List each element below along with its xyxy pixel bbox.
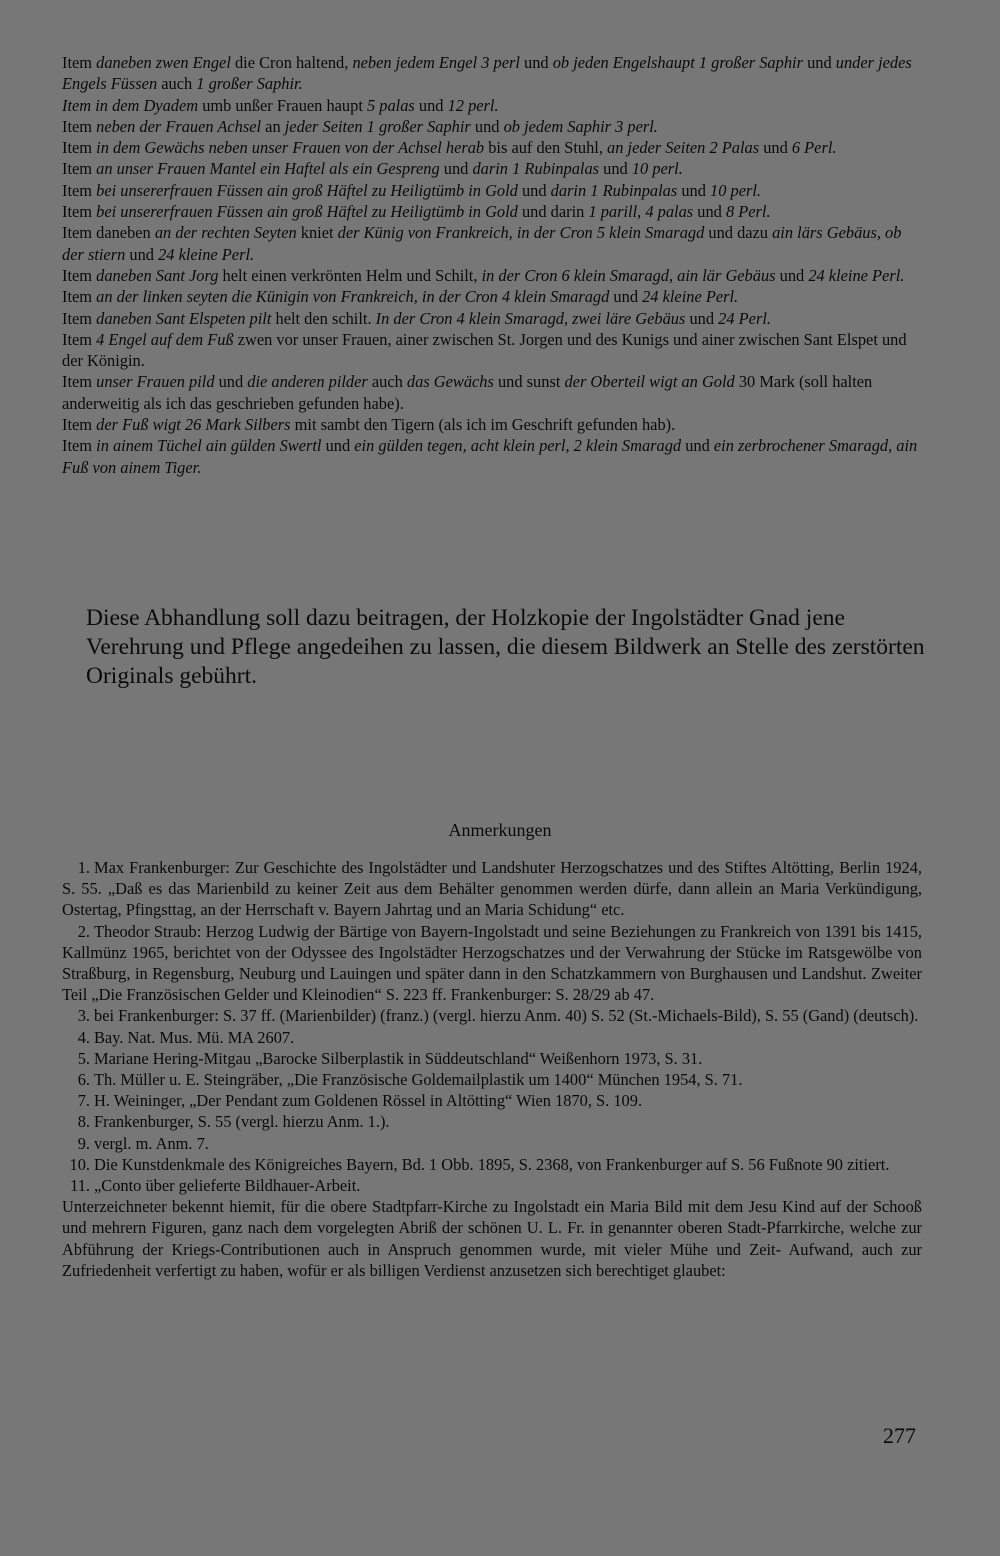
- closing-text: Diese Abhandlung soll dazu beitragen, der Holzkopie der Ingolstädter Gnad jene Verehrung und Pflege angedeihen zu lassen, die diesem Bildwerk an Stelle des zerstörten Originals gebührt.: [86, 605, 925, 689]
- text-run: bis auf den Stuhl,: [484, 138, 608, 158]
- note-number: 7.: [77, 1091, 90, 1111]
- text-run: und: [599, 159, 632, 179]
- note-number: 5.: [77, 1048, 90, 1068]
- italic-run: darin 1 Rubinpalas: [550, 180, 678, 200]
- text-run: und: [517, 180, 551, 200]
- note-text: bei Frankenburger: S. 37 ff. (Marienbilder) (franz.) (vergl. hierzu Anm. 40) S. 52 (St.-Michaels-Bild), S. 55 (Gand) (deutsch).: [94, 1006, 919, 1026]
- note-number: 4.: [77, 1027, 90, 1047]
- inventory-item: [62, 137, 922, 158]
- italic-run: ob jeden Engelshaupt 1 großer Saphir: [552, 53, 803, 72]
- italic-run: 24 kleine Perl.: [158, 244, 255, 264]
- text-run: Item: [62, 287, 97, 307]
- italic-run: in der Cron 6 klein Smaragd, ain lär Gebäus: [481, 265, 776, 285]
- text-run: helt einen verkrönten Helm und Schilt,: [218, 265, 482, 285]
- note-number: 11.: [70, 1176, 90, 1196]
- italic-run: an der rechten Seyten: [154, 223, 297, 243]
- note-item: [62, 921, 922, 1006]
- note-text: Theodor Straub: Herzog Ludwig der Bärtige von Bayern-Ingolstadt und seine Beziehungen zu Frankreich von 1391 bis 1415, Kallmünz 1965, berichtet von der Odyssee des Ingolstädter Herzogschatzes und der Verwahrung der Stücke im Ratsgewölbe von Straßburg, in Regensburg, Neuburg und Lauingen und später dann in den Schatzkammern von Burghausen und Landshut. Zweiter Teil „Die Französischen Gelder und Kleinodien“ S. 223 ff. Frankenburger: S. 28/29 ab 47.: [62, 921, 922, 1005]
- italic-run: ein gülden tegen, acht klein perl, 2 klein Smaragd: [354, 436, 682, 456]
- inventory-item: [62, 158, 922, 179]
- closing-paragraph: [86, 604, 926, 691]
- note-item: [62, 857, 922, 921]
- italic-run: 4 Engel auf dem Fuß: [96, 329, 234, 349]
- italic-run: daneben Sant Jorg: [96, 265, 219, 285]
- note-number: 8.: [77, 1112, 90, 1132]
- notes-heading: Anmerkungen: [448, 820, 552, 840]
- inventory-item: [62, 222, 922, 265]
- italic-run: 10 perl.: [631, 159, 683, 179]
- text-run: Item: [62, 372, 97, 392]
- note-text: vergl. m. Anm. 7.: [94, 1133, 209, 1153]
- inventory-item: [62, 180, 922, 201]
- text-run: Item: [62, 159, 97, 179]
- italic-run: die anderen pilder: [247, 372, 368, 392]
- text-run: und: [775, 265, 809, 285]
- italic-run: ob jedem Saphir 3 perl.: [503, 116, 658, 136]
- text-run: zwen vor unser Frauen, ainer zwischen St. Jorgen und des Kunigs und ainer zwischen Sant Elspet und der Königin.: [62, 329, 907, 371]
- note-item: [62, 1048, 922, 1069]
- italic-run: unser Frauen pild: [96, 372, 215, 392]
- italic-run: 24 kleine Perl.: [808, 265, 905, 285]
- note-number: 10.: [69, 1154, 90, 1174]
- inventory-item: [62, 265, 922, 286]
- text-run: an: [261, 116, 285, 136]
- note-text: Th. Müller u. E. Steingräber, „Die Französische Goldemailplastik um 1400“ München 1954, S. 71.: [94, 1070, 743, 1090]
- text-run: Item: [62, 415, 97, 435]
- italic-run: an unser Frauen Mantel ein Haftel als ein Gespreng: [96, 159, 440, 179]
- note-text: Frankenburger, S. 55 (vergl. hierzu Anm. 1.).: [94, 1112, 390, 1132]
- note-text: H. Weininger, „Der Pendant zum Goldenen Rössel in Altötting“ Wien 1870, S. 109.: [94, 1091, 643, 1111]
- italic-run: jeder Seiten 1 großer Saphir: [284, 116, 471, 136]
- italic-run: an jeder Seiten 2 Palas: [607, 138, 760, 158]
- note-number: 1.: [77, 858, 90, 877]
- note-item: [62, 1175, 922, 1196]
- text-run: Item: [62, 265, 97, 285]
- text-run: und: [681, 436, 714, 456]
- text-run: auch: [367, 372, 407, 392]
- italic-run: daneben Sant Elspeten pilt: [96, 308, 272, 328]
- inventory-item: [62, 371, 922, 414]
- italic-run: 10 perl.: [710, 180, 762, 200]
- notes-list: [62, 857, 922, 1281]
- note-text: Max Frankenburger: Zur Geschichte des Ingolstädter und Landshuter Herzogschatzes und des Stiftes Altötting, Berlin 1924, S. 55. „Daß es das Marienbild zu keiner Zeit aus dem Behälter genommen werden dürfe, dann allein an Maria Verkündigung, Ostertag, Pfingsttag, an der Herrschaft v. Bayern Jahrtag und an Maria Schidung“ etc.: [62, 858, 922, 920]
- inventory-item: [62, 286, 922, 307]
- text-run: und: [470, 116, 504, 136]
- inventory-item: [62, 95, 922, 116]
- text-run: Item: [62, 329, 97, 349]
- inventory-item: [62, 201, 922, 222]
- italic-run: bei unsererfrauen Füssen ain groß Häftel zu Heiligtümb in Gold: [96, 180, 518, 200]
- italic-run: In der Cron 4 klein Smaragd, zwei läre Gebäus: [375, 308, 686, 328]
- inventory-item: [62, 308, 922, 329]
- text-run: und: [125, 244, 159, 264]
- note-text: Mariane Hering-Mitgau „Barocke Silberplastik in Süddeutschland“ Weißenhorn 1973, S. 31.: [94, 1048, 703, 1068]
- text-run: und: [414, 95, 448, 115]
- text-run: Item daneben: [62, 223, 155, 243]
- note-number: 9.: [77, 1133, 90, 1153]
- text-run: und: [609, 287, 643, 307]
- inventory-item: [62, 116, 922, 137]
- inventory-items: [62, 52, 922, 478]
- text-run: und dazu: [704, 223, 773, 243]
- italic-run: ain lärs Gebäus, ob der stiern: [62, 223, 902, 264]
- italic-run: das Gewächs: [406, 372, 494, 392]
- text-run: Item: [62, 202, 97, 222]
- italic-run: in ainem Tüchel ain gülden Swertl: [96, 436, 322, 456]
- text-run: und: [214, 372, 248, 392]
- italic-run: 6 Perl.: [791, 138, 837, 158]
- italic-run: daneben zwen Engel: [96, 53, 231, 72]
- italic-run: 8 Perl.: [725, 202, 771, 222]
- text-run: Item: [62, 436, 97, 456]
- note-text: Die Kunstdenkmale des Königreiches Bayern, Bd. 1 Obb. 1895, S. 2368, von Frankenburger auf S. 56 Fußnote 90 zitiert.: [94, 1154, 890, 1174]
- note-number: 6.: [77, 1070, 90, 1090]
- italic-run: 1 großer Saphir.: [196, 74, 303, 94]
- text-run: Item: [62, 138, 97, 158]
- italic-run: der Oberteil wigt an Gold: [564, 372, 735, 392]
- text-run: und: [685, 308, 719, 328]
- text-run: auch: [157, 74, 197, 94]
- text-run: Item: [62, 308, 97, 328]
- inventory-item: [62, 52, 922, 95]
- text-run: helt den schilt.: [271, 308, 376, 328]
- text-run: und: [802, 53, 836, 72]
- page-number: 277: [883, 1423, 916, 1448]
- italic-run: der Fuß wigt 26 Mark Silbers: [96, 415, 291, 435]
- italic-run: 1 parill, 4 palas: [588, 202, 694, 222]
- italic-run: neben jedem Engel 3 perl: [352, 53, 520, 72]
- text-run: und darin: [517, 202, 589, 222]
- italic-run: 24 Perl.: [718, 308, 771, 328]
- italic-run: an der linken seyten die Künigin von Frankreich, in der Cron 4 klein Smaragd: [96, 287, 610, 307]
- italic-run: 12 perl.: [447, 95, 499, 115]
- italic-run: darin 1 Rubinpalas: [472, 159, 600, 179]
- note-number: 3.: [77, 1006, 90, 1026]
- text-run: kniet: [296, 223, 338, 243]
- inventory-item: [62, 435, 922, 478]
- text-run: und: [439, 159, 473, 179]
- italic-run: 24 kleine Perl.: [642, 287, 739, 307]
- italic-run: ein zerbrochener Smaragd, ain Fuß von ainem Tiger.: [62, 436, 918, 477]
- note-item: [62, 1133, 922, 1154]
- italic-run: neben der Frauen Achsel: [96, 116, 262, 136]
- text-run: und: [693, 202, 726, 222]
- note-item: [62, 1111, 922, 1132]
- text-run: mit sambt den Tigern (als ich im Geschrift gefunden hab).: [290, 415, 676, 435]
- text-run: Item: [62, 180, 97, 200]
- text-run: Item: [62, 53, 97, 72]
- text-run: 30 Mark (soll halten anderweitig als ich das geschrieben gefunden habe).: [62, 372, 873, 413]
- italic-run: bei unsererfrauen Füssen ain groß Häftel zu Heiligtümb in Gold: [96, 202, 518, 222]
- italic-run: Item in dem Dyadem: [62, 95, 199, 115]
- text-run: Item: [62, 116, 97, 136]
- italic-run: under jedes Engels Füssen: [62, 53, 912, 94]
- inventory-item: [62, 329, 922, 372]
- note-item: [62, 1005, 922, 1026]
- note-item: [62, 1069, 922, 1090]
- italic-run: 5 palas: [366, 95, 415, 115]
- note-item: [62, 1154, 922, 1175]
- italic-run: der Künig von Frankreich, in der Cron 5 klein Smaragd: [337, 223, 705, 243]
- note-text: „Conto über gelieferte Bildhauer-Arbeit.: [94, 1176, 361, 1196]
- note-item: [62, 1027, 922, 1048]
- text-run: und: [519, 53, 553, 72]
- text-run: und: [677, 180, 711, 200]
- note-item: [62, 1090, 922, 1111]
- note-number: 2.: [77, 921, 90, 941]
- inventory-item: [62, 414, 922, 435]
- text-run: und sunst: [493, 372, 565, 392]
- text-run: umb unßer Frauen haupt: [198, 95, 367, 115]
- italic-run: in dem Gewächs neben unser Frauen von der Achsel herab: [96, 138, 485, 158]
- note-continuation: Unterzeichneter bekennt hiemit, für die obere Stadtpfarr-Kirche zu Ingolstadt ein Maria Bild mit dem Jesu Kind auf der Schooß und mehrern Figuren, ganz nach dem vorgelegten Abriß der schönen U. L. Fr. in genannter oberen Stadt-Pfarrkirche, welche zur Abführung der Kriegs-Contributionen auch in Anspruch genommen wurde, mit vieler Mühe und Zeit- Aufwand, auch zur Zufriedenheit verfertigt zu haben, wofür er als billigen Verdienst anzusetzen sich berechtiget glaubet:: [62, 1197, 922, 1280]
- note-text: Bay. Nat. Mus. Mü. MA 2607.: [94, 1027, 295, 1047]
- text-run: und: [321, 436, 355, 456]
- text-run: und: [759, 138, 792, 158]
- text-run: die Cron haltend,: [230, 53, 353, 72]
